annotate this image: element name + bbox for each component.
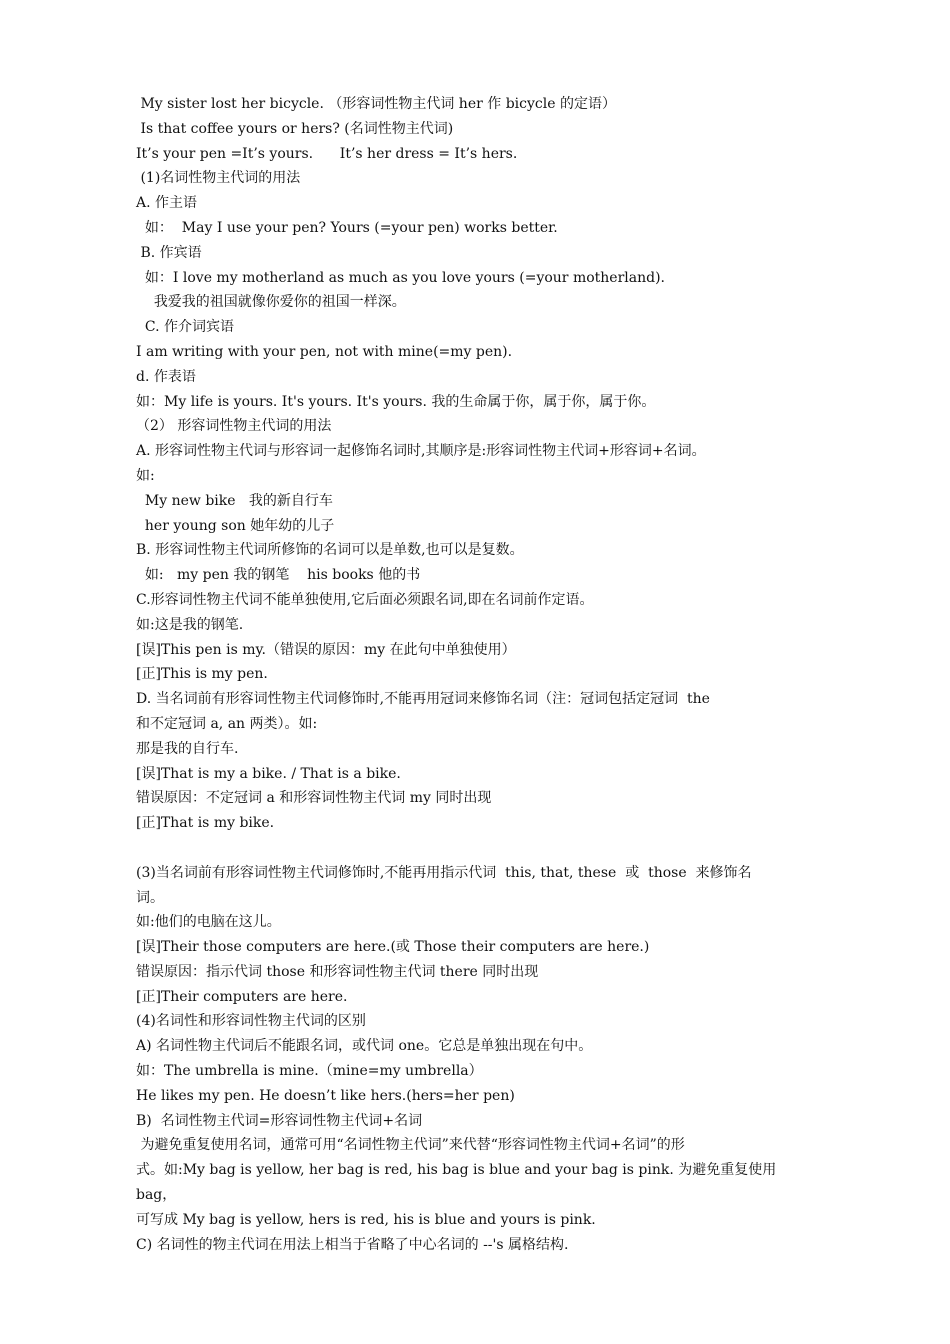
example-line: 如：My life is yours. It's yours. It's yours. 我的生命属于你，属于你，属于你。 [136, 393, 656, 410]
rule-line: C.形容词性物主代词不能单独使用,它后面必须跟名词,即在名词前作定语。 [136, 591, 594, 608]
text-line: Is that coffee yours or hers? (名词性物主代词) [136, 120, 454, 137]
text-line: My sister lost her bicycle. （形容词性物主代词 her 作 bicycle 的定语） [136, 96, 616, 112]
rule-line: C) 名词性的物主代词在用法上相当于省略了中心名词的 --'s 属格结构. [136, 1236, 569, 1253]
text-line: 可写成 My bag is yellow, hers is red, his is blue and yours is pink. [136, 1211, 596, 1228]
rule-line: D. 当名词前有形容词性物主代词修饰时,不能再用冠词来修饰名词（注：冠词包括定冠词 the [136, 691, 710, 708]
example-line: 如:他们的电脑在这儿。 [136, 914, 281, 931]
example-line: 如：I love my motherland as much as you love yours (=your motherland). [136, 269, 665, 286]
error-reason: 错误原因：不定冠词 a 和形容词性物主代词 my 同时出现 [136, 790, 492, 807]
text-line: 为避免重复使用名词，通常可用“名词性物主代词”来代替“形容词性物主代词+名词”的形 [136, 1137, 685, 1154]
correct-example: [正]That is my bike. [136, 815, 275, 832]
wrong-example: [误]This pen is my.（错误的原因：my 在此句中单独使用） [136, 641, 516, 658]
example-line: 如：The umbrella is mine.（mine=my umbrella） [136, 1063, 483, 1080]
wrong-example: [误]Their those computers are here.(或 Those their computers are here.) [136, 939, 650, 956]
translation-line: 我爱我的祖国就像你爱你的祖国一样深。 [136, 294, 406, 311]
rule-line: A. 形容词性物主代词与形容词一起修饰名词时,其顺序是:形容词性物主代词+形容词+名词。 [136, 443, 706, 460]
example-line: 如: my pen 我的钢笔 his books 他的书 [136, 567, 421, 584]
document-body [136, 92, 820, 1257]
text-line: 词。 [136, 889, 164, 906]
subsection-heading: d. 作表语 [136, 368, 196, 385]
example-line: I am writing with your pen, not with mine(=my pen). [136, 343, 513, 360]
rule-line: A) 名词性物主代词后不能跟名词，或代词 one。它总是单独出现在句中。 [136, 1038, 593, 1055]
subsection-heading: C. 作介词宾语 [136, 319, 235, 336]
correct-example: [正]Their computers are here. [136, 988, 348, 1005]
example-line: her young son 她年幼的儿子 [136, 517, 335, 534]
section-heading: (3)当名词前有形容词性物主代词修饰时,不能再用指示代词 this, that, these 或 those 来修饰名 [136, 864, 752, 881]
example-line: He likes my pen. He doesn’t like hers.(hers=her pen) [136, 1087, 515, 1104]
example-line: 如： May I use your pen? Yours (=your pen) works better. [136, 219, 558, 236]
rule-line: B. 形容词性物主代词所修饰的名词可以是单数,也可以是复数。 [136, 542, 524, 559]
error-reason: 错误原因：指示代词 those 和形容词性物主代词 there 同时出现 [136, 963, 539, 980]
section-heading: (4)名词性和形容词性物主代词的区别 [136, 1013, 366, 1030]
rule-line: 和不定冠词 a, an 两类）。如: [136, 715, 318, 732]
section-heading: (1)名词性物主代词的用法 [136, 170, 301, 187]
wrong-example: [误]That is my a bike. / That is a bike. [136, 765, 401, 782]
text-line: 如: [136, 467, 155, 484]
example-line: 那是我的自行车. [136, 740, 239, 757]
rule-line: B) 名词性物主代词=形容词性物主代词+名词 [136, 1112, 423, 1129]
example-line: My new bike 我的新自行车 [136, 492, 333, 509]
correct-example: [正]This is my pen. [136, 666, 268, 683]
text-line: It’s your pen =It’s yours. It’s her dress = It’s hers. [136, 145, 518, 162]
subsection-heading: B. 作宾语 [136, 244, 202, 261]
example-line: 如:这是我的钢笔. [136, 616, 244, 633]
text-line: 式。如:My bag is yellow, her bag is red, his bag is blue and your bag is pink. 为避免重复使用 bag， [136, 1162, 781, 1204]
subsection-heading: A. 作主语 [136, 195, 198, 212]
section-heading: （2） 形容词性物主代词的用法 [136, 418, 332, 435]
blank-line [136, 836, 820, 861]
